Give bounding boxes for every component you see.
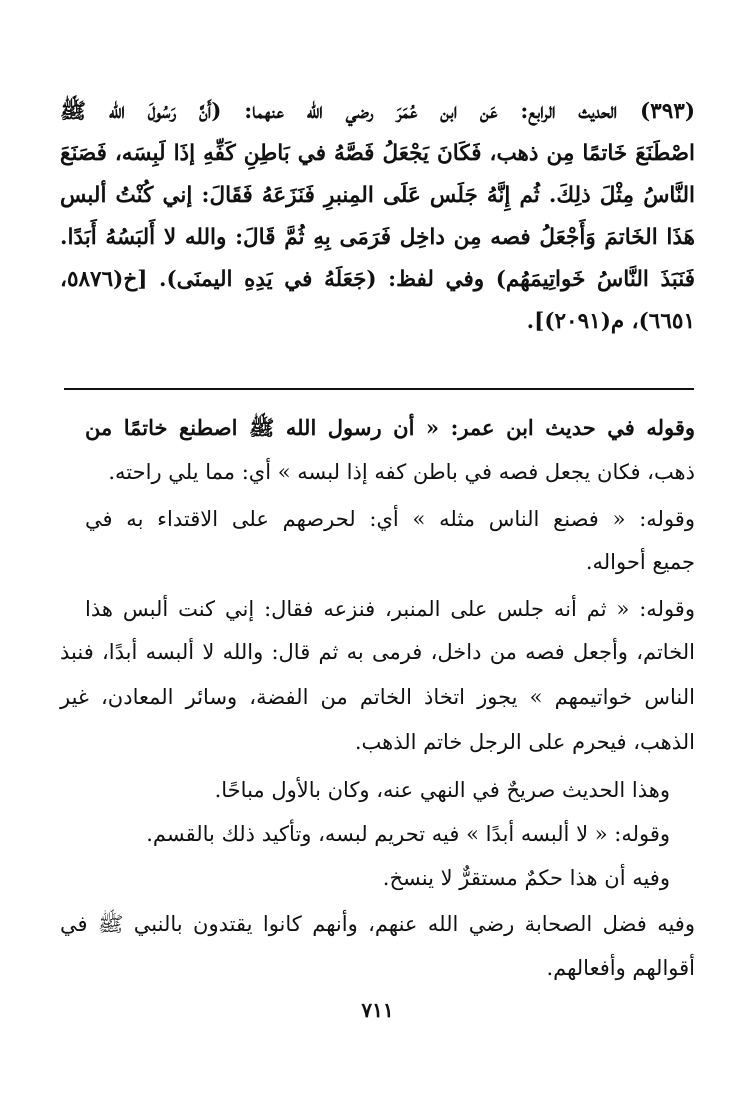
commentary-line: ذهب، فكان يجعل فصه في باطن كفه إذا لبسه » أي: مما يلي راحته.: [108, 460, 695, 484]
commentary-line: وقوله: « ثم أنه جلس على المنبر، فنزعه فقال: إني كنت ألبس هذا: [85, 597, 695, 621]
commentary-line: الناس خواتيمهم » يجوز اتخاذ الخاتم من الفضة، وسائر المعادن، غير: [60, 685, 695, 709]
commentary-line: وقوله: « فصنع الناس مثله » أي: لحرصهم على الاقتداء به في: [85, 507, 695, 531]
hadith-line: اصْطَنَعَ خَاتمًا مِن ذهب، فَكَانَ يَجْعَلُ فَصَّهُ في بَاطِنِ كَفِّهِ إذَا لَبِسَه، فَصَنَعَ: [60, 141, 695, 166]
hadith-line: هَذَا الخَاتمَ وَأَجْعَلُ فصه مِن داخِل فَرَمَى بِهِ ثُمَّ قَالَ: والله لا أَلبَسُهُ أَبَدًا.: [60, 225, 695, 250]
commentary-line: وقوله: « لا ألبسه أبدًا » فيه تحريم لبسه، وتأكيد ذلك بالقسم.: [146, 822, 670, 846]
commentary-line: وفيه فضل الصحابة رضي الله عنهم، وأنهم كانوا يقتدون بالنبي ﷺ في: [60, 912, 695, 936]
hadith-line: فَنَبَذَ النَّاسُ خَواتِيمَهُم) وفي لفظ: (جَعَلَهُ في يَدِهِ اليمنَى). [خ(٥٨٧٦،: [60, 267, 695, 292]
commentary-line: جميع أحواله.: [585, 550, 695, 574]
commentary-line: أقوالهم وأفعالهم.: [546, 956, 695, 980]
commentary-line: وقوله في حديث ابن عمر: « أن رسول الله ﷺ اصطنع خاتمًا من: [85, 415, 695, 440]
page-number: ٧١١: [361, 998, 394, 1022]
hadith-line: النَّاسُ مِثْلَ ذلِكَ. ثُم إِنَّهُ جَلَس عَلَى المِنبرِ فَنَزَعَهُ فَقَالَ: إني كُنْتُ ألبس: [60, 183, 695, 208]
hadith-line: (٣٩٣) الحديث الرابع: عَن ابن عُمَرَ رضي الله عنهما: (أَنَّ رَسُولَ الله ﷺ: [60, 99, 695, 124]
separator-rule: [64, 388, 694, 390]
commentary-line: وفيه أن هذا حكمٌ مستقرٌّ لا ينسخ.: [382, 866, 670, 890]
hadith-reference: ٦٦٥١)، م(٢٠٩١)].: [526, 309, 695, 334]
commentary-line: الذهب، فيحرم على الرجل خاتم الذهب.: [354, 730, 695, 754]
commentary-line: وهذا الحديث صريحٌ في النهي عنه، وكان بالأول مباحًا.: [214, 778, 670, 802]
commentary-line: الخاتم، وأجعل فصه من داخل، فرمى به ثم قال: والله لا ألبسه أبدًا، فنبذ: [60, 640, 695, 664]
